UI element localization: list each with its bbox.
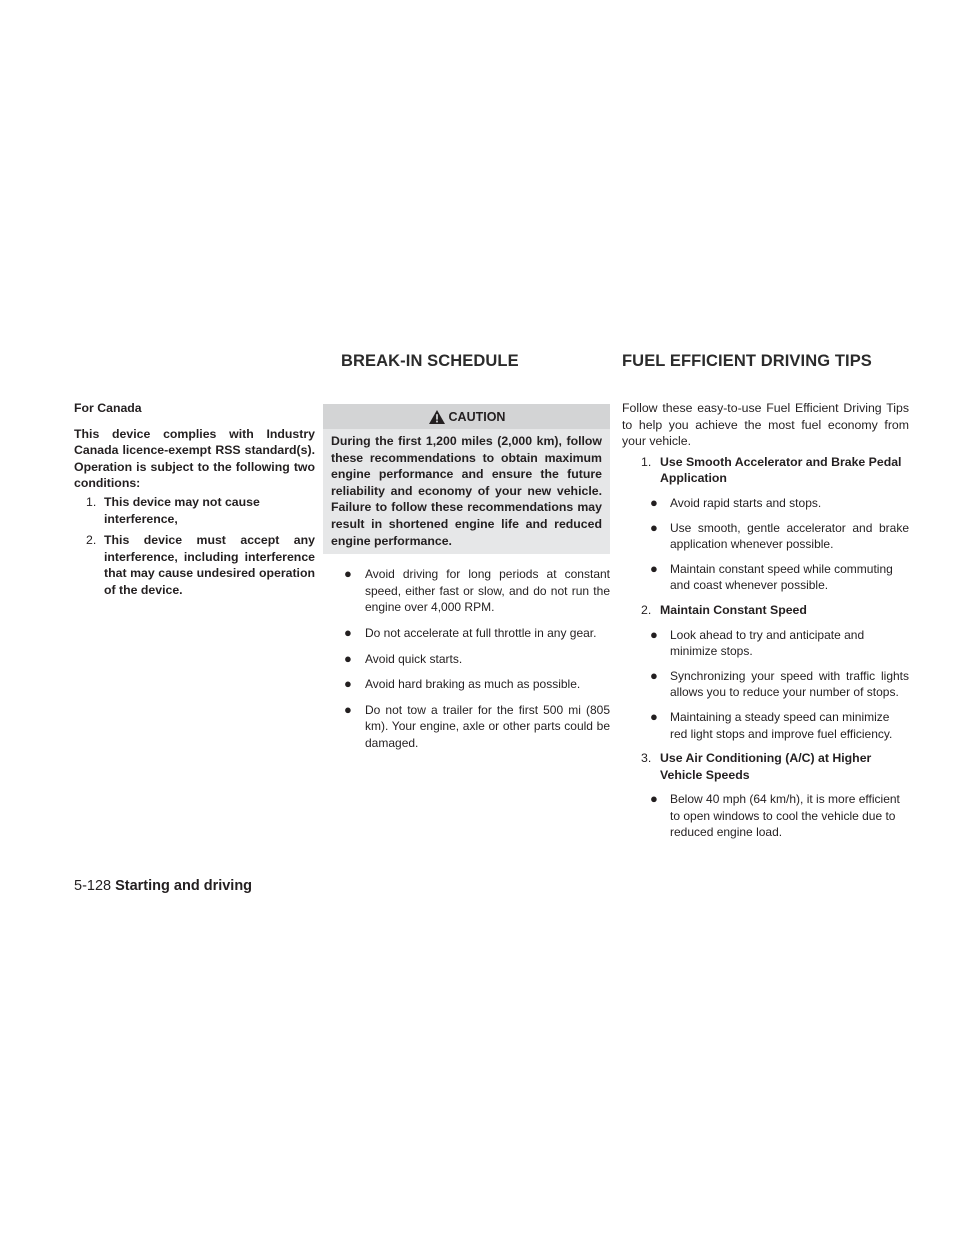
bullet-dot-icon: ● <box>344 676 352 692</box>
tip-bullet <box>622 561 909 594</box>
bullet-text: Synchronizing your speed with traffic lights allows you to reduce your number of stops. <box>670 668 909 700</box>
tip-bullet <box>622 520 909 553</box>
fuel-tips-column <box>622 400 909 841</box>
bullet-dot-icon: ● <box>650 626 658 642</box>
break-in-schedule-heading: BREAK-IN SCHEDULE <box>341 352 519 370</box>
tip-title: Use Air Conditioning (A/C) at Higher Vehicle Speeds <box>660 751 872 782</box>
tip-heading <box>622 602 909 619</box>
fuel-efficient-tips-heading: FUEL EFFICIENT DRIVING TIPS <box>622 352 872 370</box>
bullet-text: Avoid hard braking as much as possible. <box>365 677 581 692</box>
tip-bullet <box>622 791 909 841</box>
bullet-text: Below 40 mph (64 km/h), it is more efficient to open windows to cool the vehicle due to reduced engine load. <box>670 792 900 840</box>
bullet-text: Maintain constant speed while commuting and coast whenever possible. <box>670 561 893 593</box>
condition-item <box>74 532 315 598</box>
caution-label: CAUTION <box>448 409 506 424</box>
bullet-text: Do not accelerate at full throttle in any gear. <box>365 625 597 640</box>
bullet-text: Avoid quick starts. <box>365 651 463 666</box>
fuel-intro: Follow these easy-to-use Fuel Efficient Driving Tips to help you achieve the most fuel economy from your vehicle. <box>622 401 909 449</box>
caution-bullet <box>323 676 610 693</box>
canada-title: For Canada <box>74 401 142 415</box>
caution-bullet <box>323 566 610 616</box>
section-name: Starting and driving <box>115 878 253 894</box>
bullet-dot-icon: ● <box>344 566 352 582</box>
page-number: 5-128 <box>74 878 112 894</box>
tip-number: 3. <box>641 751 652 766</box>
caution-bullet <box>323 625 610 642</box>
tip-bullet <box>622 709 909 742</box>
canada-column <box>74 400 315 599</box>
caution-bullet <box>323 702 610 752</box>
caution-bullet <box>323 651 610 668</box>
page-footer <box>74 878 252 894</box>
bullet-text: Do not tow a trailer for the first 500 mi (805 km). Your engine, axle or other parts could be damaged. <box>365 702 610 750</box>
tip-title: Use Smooth Accelerator and Brake Pedal Application <box>660 454 902 486</box>
condition-item <box>74 494 315 527</box>
break-in-column <box>323 400 610 752</box>
bullet-dot-icon: ● <box>650 667 658 683</box>
tip-bullet <box>622 627 909 660</box>
condition-number: 2. <box>86 533 97 548</box>
bullet-text: Look ahead to try and anticipate and minimize stops. <box>670 627 865 659</box>
bullet-text: Use smooth, gentle accelerator and brake application whenever possible. <box>670 520 909 552</box>
caution-header <box>323 404 610 429</box>
tip-number: 1. <box>641 454 652 469</box>
tip-number: 2. <box>641 602 652 617</box>
tip-heading <box>622 750 909 783</box>
bullet-dot-icon: ● <box>650 494 658 510</box>
tip-bullet <box>622 668 909 701</box>
bullet-dot-icon: ● <box>650 708 658 724</box>
bullet-dot-icon: ● <box>344 624 352 640</box>
bullet-text: Avoid driving for long periods at constant speed, either fast or slow, and do not run the engine over 4,000 RPM. <box>365 567 610 615</box>
bullet-dot-icon: ● <box>344 701 352 717</box>
bullet-dot-icon: ● <box>650 791 658 807</box>
tip-title: Maintain Constant Speed <box>660 602 807 617</box>
tip-bullet <box>622 495 909 512</box>
warning-icon <box>428 409 446 425</box>
condition-number: 1. <box>86 494 97 509</box>
condition-text: This device must accept any interference, including interference that may cause undesired operation of the device. <box>104 533 315 597</box>
condition-text: This device may not cause interference, <box>104 494 260 526</box>
bullet-text: Avoid rapid starts and stops. <box>670 495 822 510</box>
bullet-dot-icon: ● <box>650 560 658 576</box>
caution-body: During the first 1,200 miles (2,000 km), follow these recommendations to obtain maximum engine performance and ensure the future reliability and economy of your new vehicle. Failure to follow these recommendations may result in shortened engine life and reduced engine performance. <box>323 429 610 554</box>
bullet-text: Maintaining a steady speed can minimize red light stops and improve fuel efficiency. <box>670 709 893 741</box>
bullet-dot-icon: ● <box>650 519 658 535</box>
bullet-dot-icon: ● <box>344 650 352 666</box>
canada-statement: This device complies with Industry Canada licence-exempt RSS standard(s). Operation is subject to the following two conditions: <box>74 426 315 491</box>
tip-heading <box>622 454 909 487</box>
